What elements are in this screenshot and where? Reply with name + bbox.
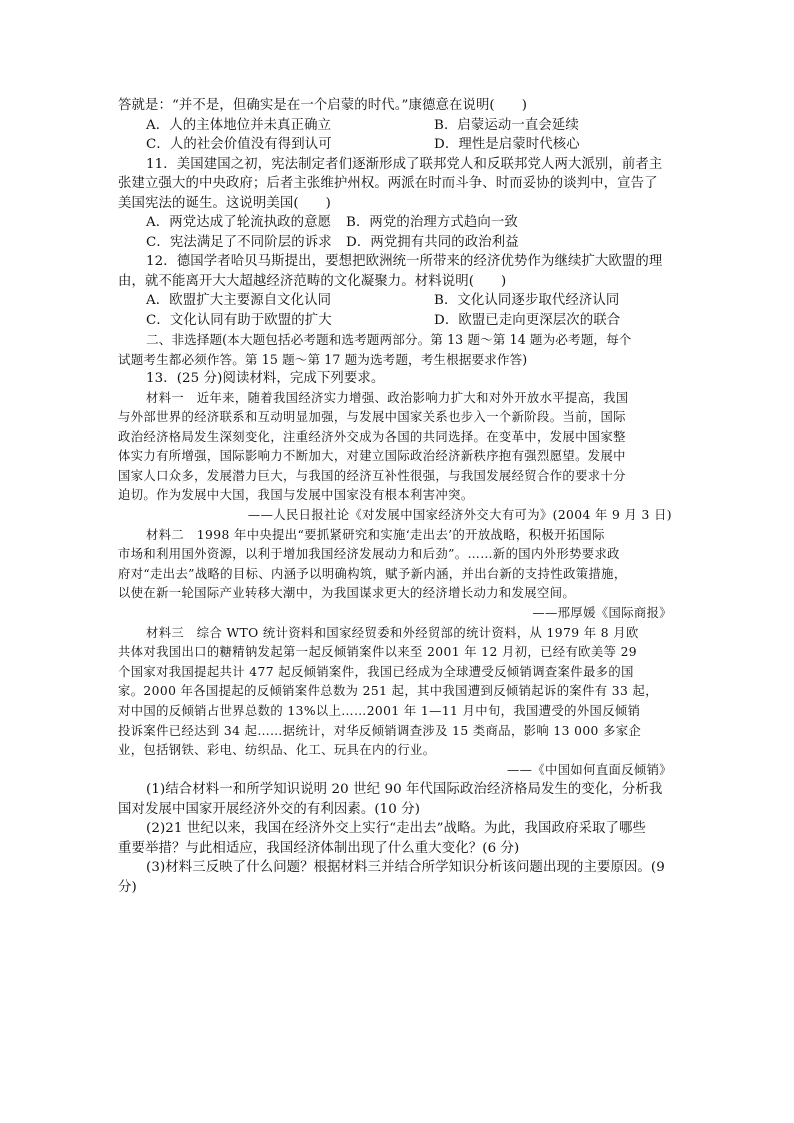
q11-options-row-1 [118,213,678,233]
q13-material-3 [118,624,678,781]
q11-options-row-2 [118,233,678,253]
q12-option-b[interactable]: B．文化认同逐步取代经济认同 [434,293,620,308]
material-1-line-6: 迫切。作为发展中大国，我国与发展中国家没有根本利害冲突。 [118,488,474,503]
q10-options-row-1 [118,116,678,136]
q12-stem-line-2: 由，就不能离开大大超越经济范畴的文化凝聚力。材料说明( ) [118,273,507,289]
material-1-source: ——人民日报社论《对发展中国家经济外交大有可为》(2004 年 9 月 3 日) [247,508,672,523]
q10-options-row-2 [118,135,678,155]
q12-options-row-1 [118,291,678,311]
q10-stem: 答就是：“并不是，但确实是在一个启蒙的时代。”康德意在说明( ) [118,98,528,113]
material-2-line-1: 材料二 1998 年中央提出“要抓紧研究和实施‘走出去’的开放战略，积极开拓国际 [146,527,605,542]
q12-option-d[interactable]: D．欧盟已走向更深层次的联合 [434,312,621,328]
material-2-source: ——邢厚媛《国际商报》 [532,606,672,621]
material-1-line-2: 与外部世界的经济联系和互动明显加强，与发展中国家关系也步入一个新阶段。当前，国际 [118,410,626,425]
material-3-line-5: 对中国的反倾销占世界总数的 13%以上……2001 年 1—11 月中旬，我国遭受的外国反倾销 [118,704,641,718]
q10-option-b[interactable]: B．启蒙运动一直会延续 [434,117,579,133]
q10-option-d[interactable]: D．理性是启蒙时代核心 [434,137,580,152]
q13-sub2-line-2: 重要举措？与此相适应，我国经济体制出现了什么重大变化？(6 分) [118,840,520,856]
q12-option-a[interactable]: A．欧盟扩大主要源自文化认同 [146,293,332,308]
q13-title: 13．(25 分)阅读材料，完成下列要求。 [146,371,385,386]
q13-material-2 [118,526,678,624]
q11-stem-line-2: 张建立强大的中央政府；后者主张维护州权。两派在时而斗争、时而妥协的谈判中，宣告了 [118,176,658,191]
q10-option-a[interactable]: A．人的主体地位并未真正确立 [146,117,332,133]
q11-option-b[interactable]: B．两党的治理方式趋向一致 [346,215,518,230]
material-2-line-3: 府对“走出去”战略的目标、内涵予以明确构筑，赋予新内涵，并出台新的支持性政策措施， [118,566,627,581]
material-1-line-3: 政治经济格局发生深刻变化，注重经济外交成为各国的共同选择。在变革中，发展中国家整 [118,429,626,444]
material-1-line-1: 材料一 近年来，随着我国经济实力增强、政治影响力扩大和对外开放水平提高，我国 [146,390,629,405]
material-3-line-3: 个国家对我国提起共计 477 起反倾销案件，我国已经成为全球遭受反倾销调查案件最多的国 [118,664,634,679]
q11-option-d[interactable]: D．两党拥有共同的政治利益 [346,234,519,250]
q13-sub2-line-1: (2)21 世纪以来，我国在经济外交上实行“走出去”战略。为此，我国政府采取了哪些 [146,821,646,837]
material-3-line-4: 家。2000 年各国提起的反倾销案件总数为 251 起，其中我国遭到反倾销起诉的案件有 33 起， [118,684,658,699]
section2-heading-line-2: 试题考生都必须作答。第 15 题～第 17 题为选考题，考生根据要求作答) [118,351,528,367]
q13-material-1 [118,389,678,526]
material-2-line-4: 以使在新一轮国际产业转移大潮中，为我国谋求更大的经济增长动力和发展空间。 [118,586,576,601]
material-1-line-5: 国家人口众多，发展潜力巨大，与我国的经济互补性很强，与我国发展经贸合作的要求十分 [118,468,626,483]
material-3-line-6: 投诉案件已经达到 34 起……据统计，对华反倾销调查涉及 15 类商品，影响 13 000 多家企 [118,723,642,738]
q13-sub3-line-2: 分) [118,879,137,895]
q11-option-a[interactable]: A．两党达成了轮流执政的意愿 [146,215,332,230]
q13-sub3-line-1: (3)材料三反映了什么问题？根据材料三并结合所学知识分析该问题出现的主要原因。(9 [146,860,665,876]
material-3-line-7: 业，包括钢铁、彩电、纺织品、化工、玩具在内的行业。 [118,743,436,758]
material-2-line-2: 市场和利用国外资源，以利于增加我国经济发展动力和后劲”。……新的国内外形势要求政 [118,547,620,562]
q11-option-c[interactable]: C．宪法满足了不同阶层的诉求 [146,234,332,250]
material-1-line-4: 体实力有所增强，国际影响力不断加大，对建立国际政治经济新秩序抱有强烈愿望。发展中 [118,449,626,464]
q13-sub1-line-1: (1)结合材料一和所学知识说明 20 世纪 90 年代国际政治经济格局发生的变化，分析我 [146,782,663,798]
q11-stem-line-3: 美国宪法的诞生。这说明美国( ) [118,195,332,211]
q11-stem-line-1: 11．美国建国之初，宪法制定者们逐渐形成了联邦党人和反联邦党人两大派别，前者主 [146,156,663,172]
exam-content [118,96,678,897]
material-3-line-1: 材料三 综合 WTO 统计资料和国家经贸委和外经贸部的统计资料，从 1979 年 8 月欧 [146,625,639,640]
material-3-line-2: 共体对我国出口的糖精钠发起第一起反倾销案件以来至 2001 年 12 月初，已经有欧美等 29 [118,645,638,660]
q12-stem-line-1: 12．德国学者哈贝马斯提出，要想把欧洲统一所带来的经济优势作为继续扩大欧盟的理 [146,254,663,269]
material-3-source: ——《中国如何直面反倾销》 [506,762,672,777]
section2-heading-line-1: 二、非选择题(本大题包括必考题和选考题两部分。第 13 题～第 14 题为必考题，每个 [146,332,632,347]
q10-option-c[interactable]: C．人的社会价值没有得到认可 [146,137,332,152]
q12-option-c[interactable]: C．文化认同有助于欧盟的扩大 [146,312,332,328]
q13-sub1-line-2: 国对发展中国家开展经济外交的有利因素。(10 分) [118,801,421,817]
q12-options-row-2 [118,311,678,331]
